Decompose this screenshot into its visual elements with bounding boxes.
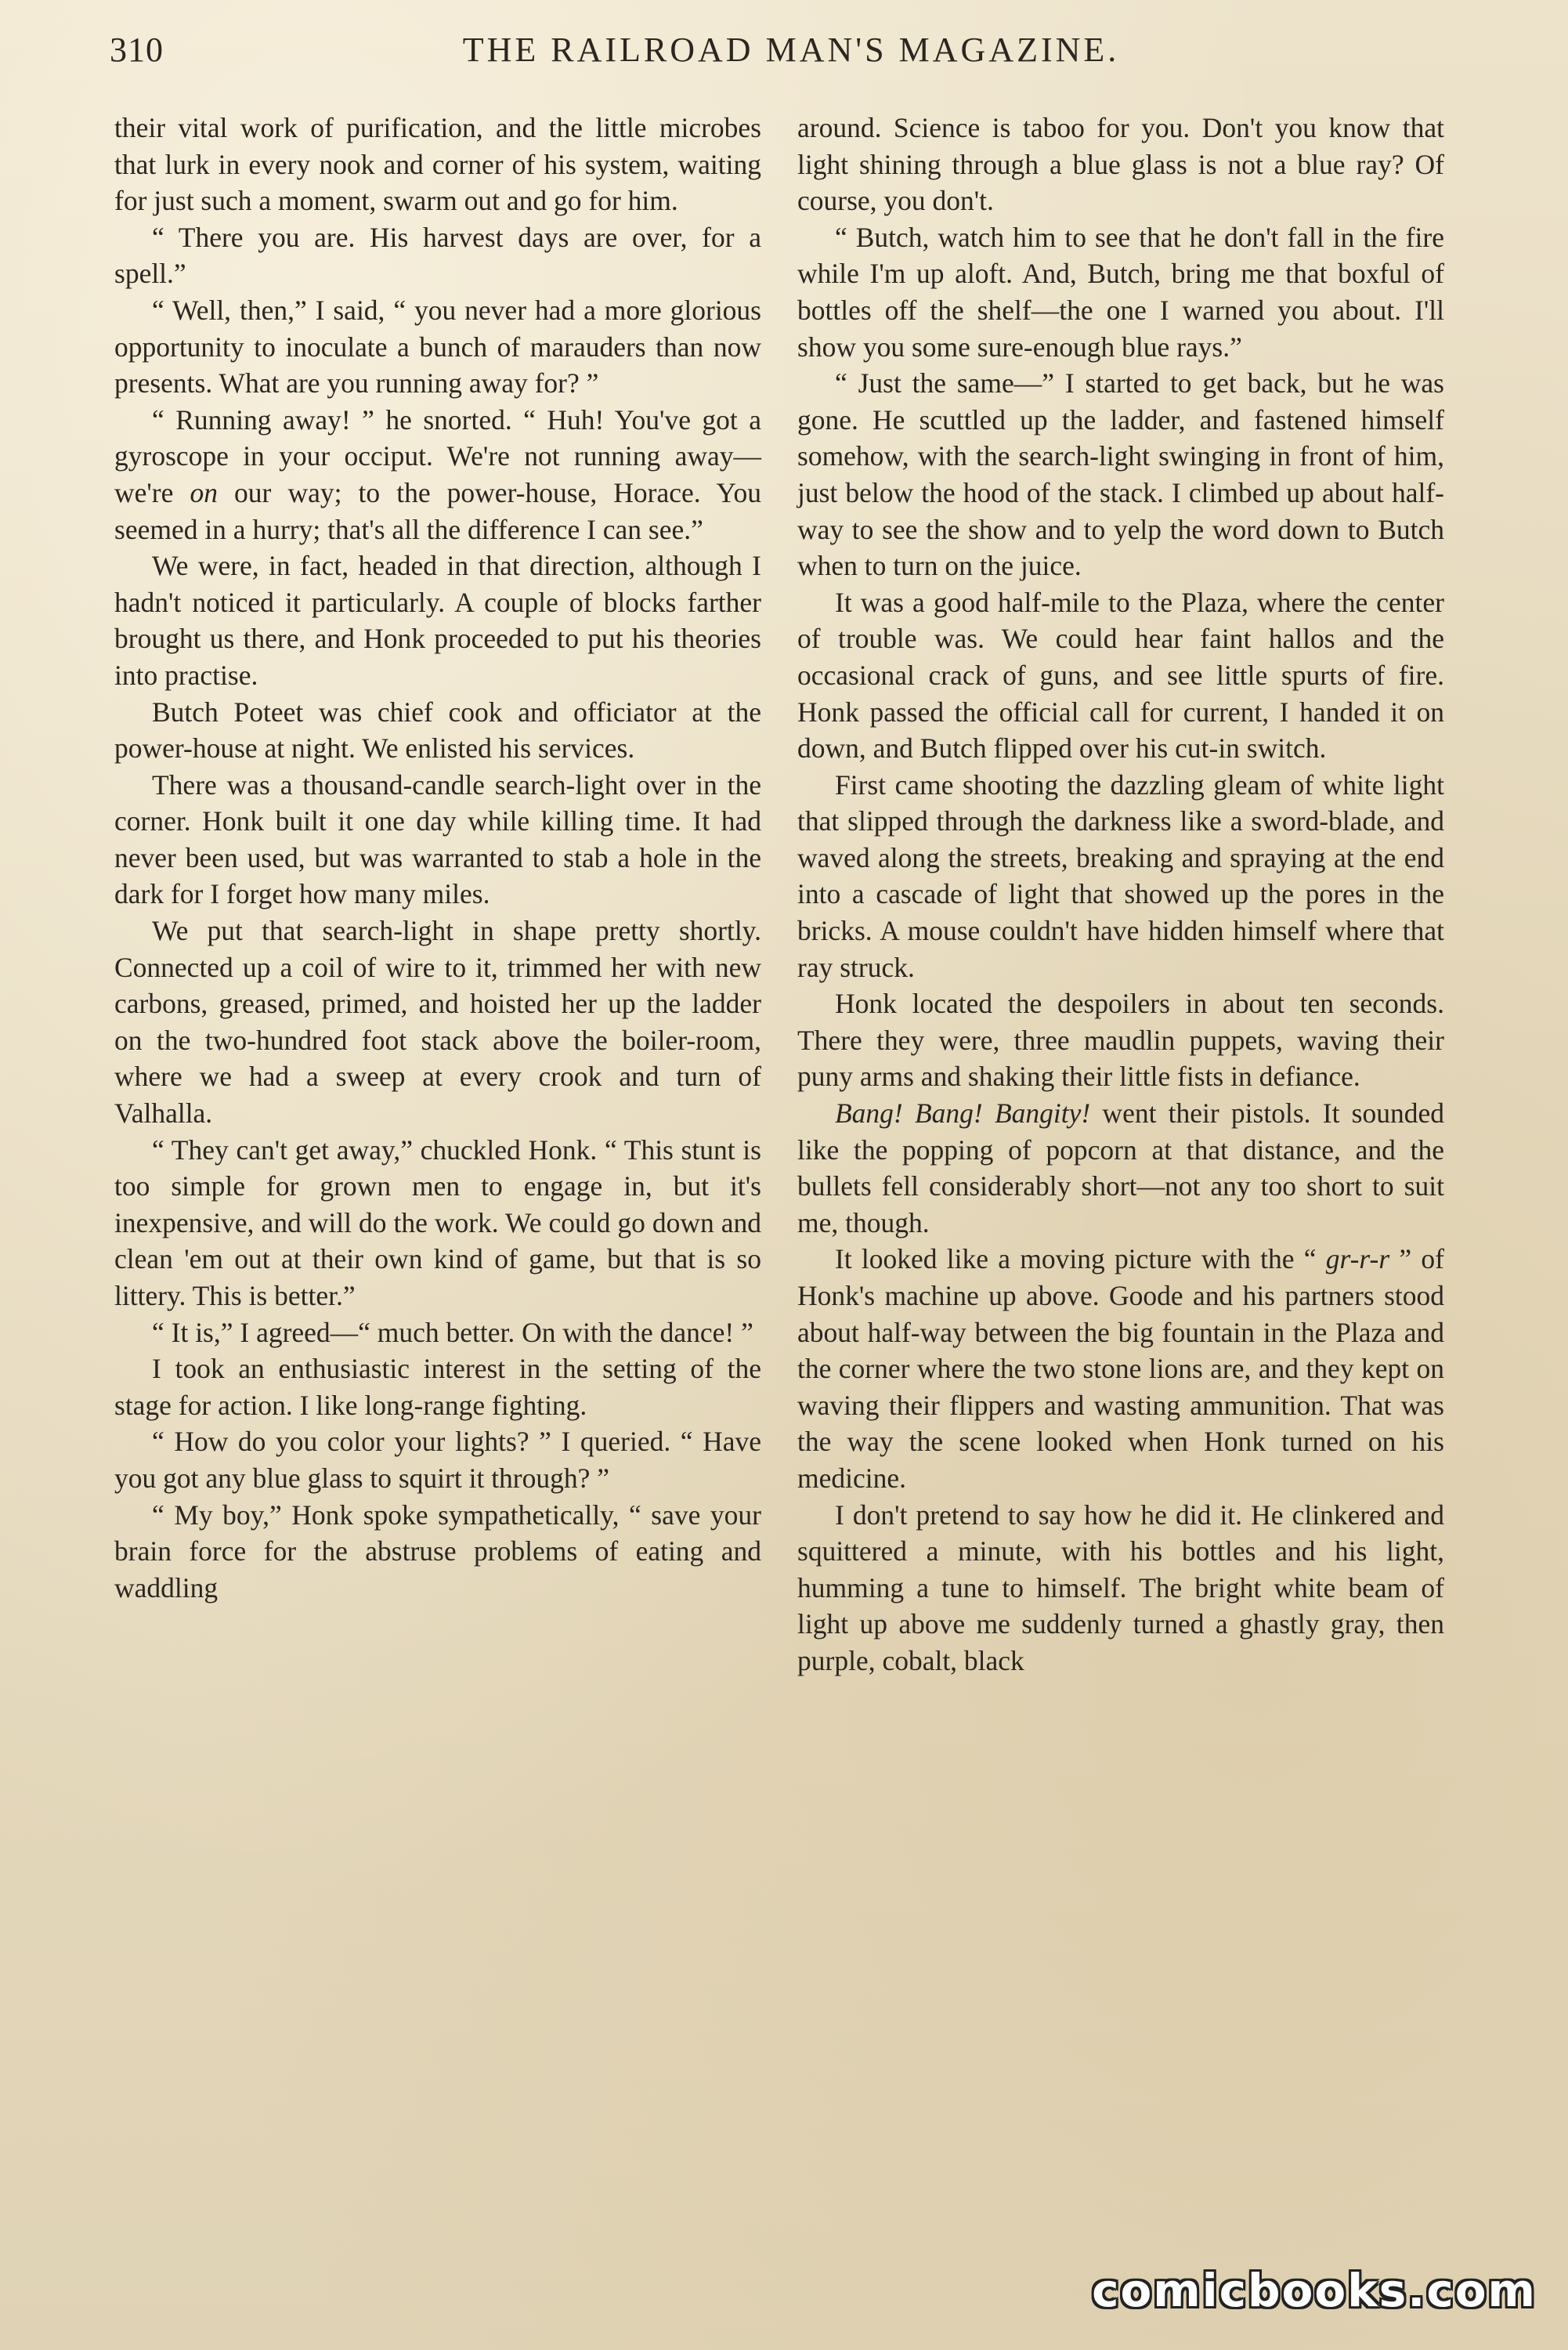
paragraph: “ There you are. His harvest days are over, for a spell.” bbox=[114, 221, 761, 290]
paragraph: Bang! Bang! Bangity! went their pistols. It sounded like the popping of popcorn at that distance, and the bullets fell considerably short—not any too short to suit me, though. bbox=[797, 1097, 1444, 1238]
paragraph: First came shooting the dazzling gleam of white light that slipped through the darkness like a sword-blade, and waved along the streets, breaking and spraying at the end into a cascade of light that showed up the pores in the bricks. A mouse couldn't have hidden himself where that ray struck. bbox=[797, 768, 1444, 983]
paragraph: We put that search-light in shape pretty shortly. Connected up a coil of wire to it, trimmed her with new carbons, greased, primed, and hoisted her up the ladder on the two-hundred foot stack above the boiler-room, where we had a sweep at every crook and turn of Valhalla. bbox=[114, 915, 761, 1130]
paragraph: “ Well, then,” I said, “ you never had a more glorious opportunity to inoculate a bunch of marauders than now presents. What are you running away for? ” bbox=[114, 294, 761, 400]
italic-text: gr-r-r bbox=[1325, 1243, 1390, 1275]
paragraph: It was a good half-mile to the Plaza, where the center of trouble was. We could hear faint hallos and the occasional crack of guns, and see little spurts of fire. Honk passed the official call for current, I handed it on down, and Butch flipped over his cut-in switch. bbox=[797, 586, 1444, 765]
paragraph: I don't pretend to say how he did it. He clinkered and squittered a minute, with his bottles and his light, humming a tune to himself. The bright white beam of light up above me suddenly turned a ghastly gray, then purple, cobalt, black bbox=[797, 1499, 1444, 1676]
paragraph: “ Just the same—” I started to get back, but he was gone. He scuttled up the ladder, and fastened himself somehow, with the search-light swinging in front of him, just below the hood of the stack. I climbed up about half-way to see the show and to yelp the word down to Butch when to turn on the juice. bbox=[797, 367, 1444, 582]
paragraph: “ It is,” I agreed—“ much better. On with the dance! ” bbox=[152, 1316, 753, 1348]
paragraph: “ They can't get away,” chuckled Honk. “ This stunt is too simple for grown men to engage in, but it's inexpensive, and will do the work. We could go down and clean 'em out at their own kind of game, but that is so littery. This is better.” bbox=[114, 1133, 761, 1311]
page-number: 310 bbox=[110, 31, 164, 69]
paragraph: It looked like a moving picture with the “ gr-r-r ” of Honk's machine up above. Goode and his partners stood about half-way between the big fountain in the Plaza and the corner where the two stone lions are, and they kept on waving their flippers and wasting ammunition. That was the way the scene looked when Honk turned on his medicine. bbox=[797, 1243, 1444, 1494]
italic-text: on bbox=[190, 476, 218, 508]
paragraph: “ My boy,” Honk spoke sympathetically, “ save your brain force for the abstruse problems of eating and waddling bbox=[114, 1499, 761, 1603]
paragraph: their vital work of purification, and the little microbes that lurk in every nook and corner of his system, waiting for just such a moment, swarm out and go for him. bbox=[114, 112, 761, 217]
italic-text: Bang! Bang! Bangity! bbox=[835, 1097, 1091, 1130]
paragraph: “ Running away! ” he snorted. “ Huh! You've got a gyroscope in your occiput. We're not running away—we're on our way; to the power-house, Horace. You seemed in a hurry; that's all the difference I can see.” bbox=[114, 403, 761, 545]
paragraph: Honk located the despoilers in about ten seconds. There they were, three maudlin puppets, waving their puny arms and shaking their little fists in defiance. bbox=[797, 988, 1444, 1093]
running-title: THE RAILROAD MAN'S MAGAZINE. bbox=[462, 31, 1120, 69]
paragraph: There was a thousand-candle search-light over in the corner. Honk built it one day while killing time. It had never been used, but was warranted to stab a hole in the dark for I forget how many miles. bbox=[114, 768, 761, 910]
site-watermark: comicbooks.com bbox=[1092, 2264, 1537, 2317]
page-header bbox=[110, 30, 1472, 85]
right-column bbox=[797, 110, 1444, 1679]
paragraph: I took an enthusiastic interest in the setting of the stage for action. I like long-range fighting. bbox=[114, 1353, 761, 1421]
paragraph: We were, in fact, headed in that direction, although I hadn't noticed it particularly. A couple of blocks farther brought us there, and Honk proceeded to put his theories into practise. bbox=[114, 550, 761, 691]
paragraph: Butch Poteet was chief cook and officiator at the power-house at night. We enlisted his services. bbox=[114, 696, 761, 765]
paragraph: “ How do you color your lights? ” I queried. “ Have you got any blue glass to squirt it through? ” bbox=[114, 1426, 761, 1494]
paragraph: around. Science is taboo for you. Don't you know that light shining through a blue glass is not a blue ray? Of course, you don't. bbox=[797, 112, 1444, 217]
paragraph: “ Butch, watch him to see that he don't fall in the fire while I'm up aloft. And, Butch, bring me that boxful of bottles off the shelf—the one I warned you about. I'll show you some sure-enough blue rays.” bbox=[797, 221, 1444, 363]
left-column bbox=[114, 110, 761, 1606]
